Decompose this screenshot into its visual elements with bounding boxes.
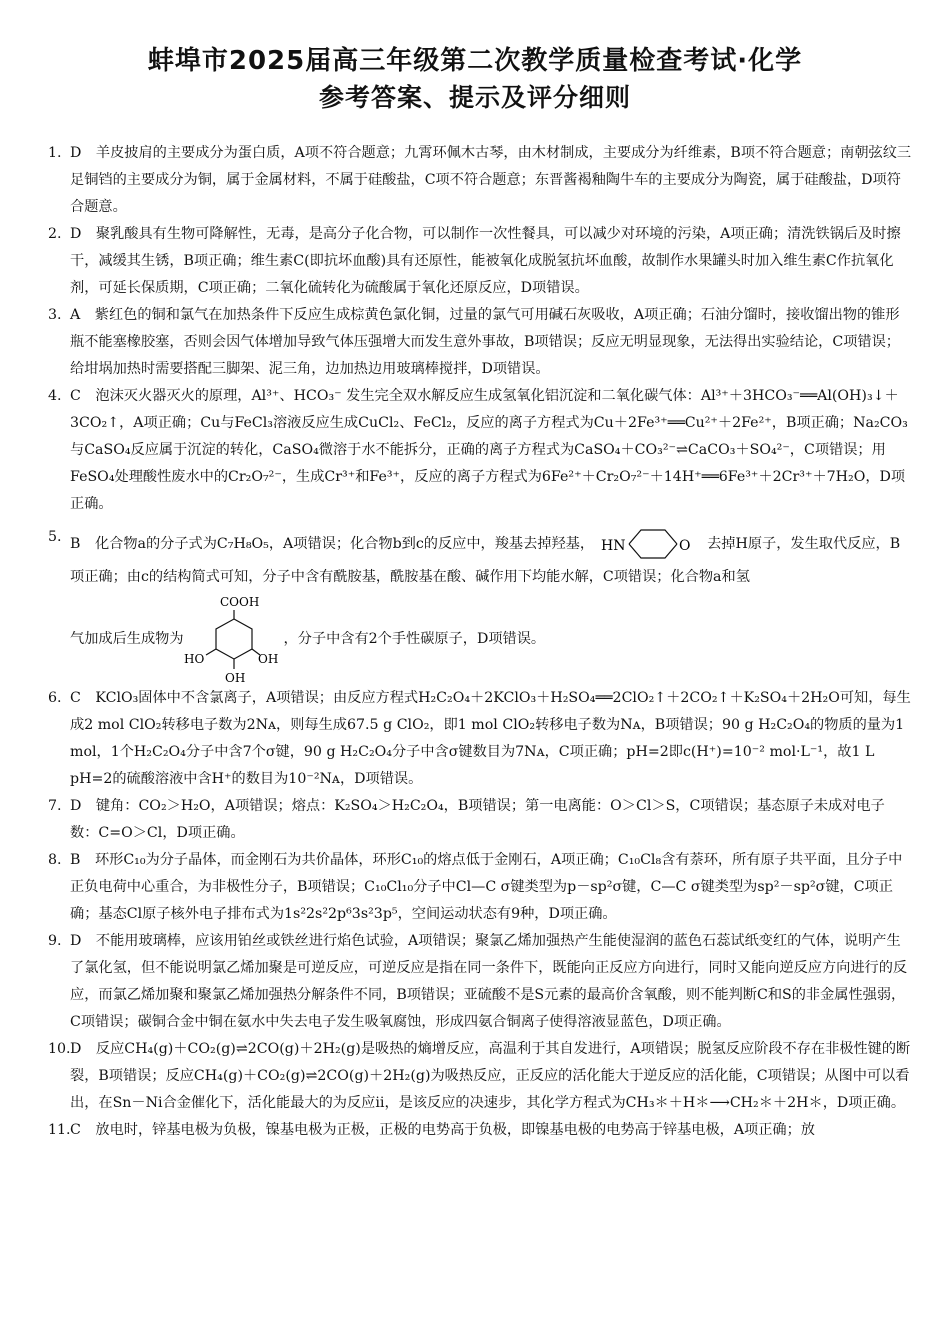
question-6	[40, 685, 912, 793]
explanation-text: 键角：CO₂＞H₂O，A项错误；熔点：K₂SO₄＞H₂C₂O₄，B项错误；第一电离能：O＞Cl＞S，C项错误；基态原子未成对电子数：C=O＞Cl，D项正确。	[70, 798, 885, 841]
answer-letter: B	[70, 536, 81, 552]
oh-bottom-label: OH	[224, 671, 245, 685]
answer-letter: C	[70, 1122, 81, 1138]
answer-letter: D	[70, 145, 82, 161]
structure-line	[70, 593, 912, 685]
explanation-text-part-a: 化合物a的分子式为C₇H₈O₅，A项错误；化合物b到c的反应中，羧基去掉羟基，	[94, 536, 595, 552]
oh-right-label: OH	[257, 652, 278, 666]
explanation-text: 环形C₁₀为分子晶体，而金刚石为共价晶体，环形C₁₀的熔点低于金刚石，A项正确；C₁₀Cl₈含有萘环，所有原子共平面，且分子中正负电荷中心重合，为非极性分子，B项错误；C₁₀Cl₁₀分子中Cl—C σ键类型为p－sp²σ键，C—C σ键类型为sp²－sp²σ键，C项正确；基态Cl原子核外电子排布式为1s²2s²2p⁶3s²3p⁵，空间运动状态有9种，D项正确。	[70, 852, 903, 922]
question-10	[40, 1036, 912, 1117]
question-number: 2.	[48, 226, 62, 242]
explanation-text: 不能用玻璃棒，应该用铂丝或铁丝进行焰色试验，A项错误；聚氯乙烯加强热产生能使湿润的蓝色石蕊试纸变红的气体，说明产生了氯化氢，但不能说明氯乙烯加聚是可逆反应，可逆反应是指在同一条件下，既能向正反应方向进行，同时又能向逆反应方向进行的反应，而氯乙烯加聚和聚氯乙烯加强热分解条件不同，B项错误；亚硫酸不是S元素的最高价含氧酸，则不能判断C和S的非金属性强弱，C项错误；碳铜合金中铜在氨水中失去电子发生吸氧腐蚀，形成四氨合铜离子使得溶液显蓝色，D项正确。	[70, 933, 908, 1030]
question-number: 7.	[48, 798, 62, 814]
explanation-text-part-b: 去掉H原子，发生取代反应，B项正确；由c的结构简式可知，分子中含有酰胺基，酰胺基在酸、碱作用下均能水解，C项错误；化合物a和氢	[70, 536, 901, 585]
explanation-text: 聚乳酸具有生物可降解性，无毒，是高分子化合物，可以制作一次性餐具，可以减少对环境的污染，A项正确；清洗铁锅后及时擦干，减缓其生锈，B项正确；维生素C(即抗坏血酸)具有还原性，能被氧化成脱氢抗坏血酸，故制作水果罐头时加入维生素C作抗氧化剂，可延长保质期，C项正确；二氧化硫转化为硫酸属于氧化还原反应，D项错误。	[70, 226, 901, 296]
question-number: 1.	[48, 145, 62, 161]
question-number: 11.	[48, 1122, 71, 1138]
answer-letter: C	[70, 690, 81, 706]
question-8	[40, 847, 912, 928]
question-number: 8.	[48, 852, 62, 868]
answer-letter: C	[70, 388, 81, 404]
question-9	[40, 928, 912, 1036]
explanation-text-part-c: 气加成后生成物为	[70, 630, 184, 647]
page-subtitle: 参考答案、提示及评分细则	[318, 83, 631, 112]
question-number: 5.	[48, 529, 62, 545]
question-number: 10.	[48, 1041, 71, 1057]
ring-n-label: HN	[600, 538, 626, 554]
question-4	[40, 383, 912, 518]
answer-letter: D	[70, 1041, 82, 1057]
explanation-text: 羊皮披肩的主要成分为蛋白质，A项不符合题意；九霄环佩木古琴，由木材制成，主要成分为纤维素，B项不符合题意；南朝弦纹三足铜铛的主要成分为铜，属于金属材料，不属于硅酸盐，C项不符合题意；东晋酱褐釉陶牛车的主要成分为陶瓷，属于硅酸盐，D项符合题意。	[70, 145, 912, 215]
answer-letter: D	[70, 798, 82, 814]
question-7	[40, 793, 912, 847]
page-title: 蚌埠市2025届高三年级第二次教学质量检查考试·化学	[147, 46, 803, 76]
question-2	[40, 221, 912, 302]
explanation-text: 反应CH₄(g)＋CO₂(g)⇌2CO(g)＋2H₂(g)是吸热的熵增反应，高温利于其自发进行，A项错误；脱氢反应阶段不存在非极性键的断裂，B项错误；反应CH₄(g)＋CO₂(g)⇌2CO(g)＋2H₂(g)为吸热反应，正反应的活化能大于逆反应的活化能，C项错误；从图中可以看出，在Sn－Ni合金催化下，活化能最大的为反应ⅱ，是该反应的决速步，其化学方程式为CH₃＊＋H＊⟶CH₂＊＋2H＊，D项正确。	[70, 1041, 911, 1111]
question-number: 9.	[48, 933, 62, 949]
answer-letter: B	[70, 852, 81, 868]
question-number: 6.	[48, 690, 62, 706]
question-1	[40, 140, 912, 221]
ring-o-label: O	[678, 538, 691, 554]
morpholine-ring-structure	[599, 524, 703, 564]
question-11	[40, 1117, 912, 1144]
question-3	[40, 302, 912, 383]
explanation-text: 泡沫灭火器灭火的原理，Al³⁺、HCO₃⁻ 发生完全双水解反应生成氢氧化铝沉淀和二氧化碳气体：Al³⁺＋3HCO₃⁻══Al(OH)₃↓＋3CO₂↑，A项正确；Cu与FeCl₃溶液反应生成CuCl₂、FeCl₂，反应的离子方程式为Cu＋2Fe³⁺══Cu²⁺＋2Fe²⁺，B项正确；Na₂CO₃与CaSO₄反应属于沉淀的转化，CaSO₄微溶于水不能拆分，正确的离子方程式为CaSO₄＋CO₃²⁻⇌CaCO₃＋SO₄²⁻，C项错误；用FeSO₄处理酸性废水中的Cr₂O₇²⁻，生成Cr³⁺和Fe³⁺，反应的离子方程式为6Fe²⁺＋Cr₂O₇²⁻＋14H⁺══6Fe³⁺＋2Cr³⁺＋7H₂O，D项正确。	[70, 388, 908, 512]
answer-letter: D	[70, 226, 82, 242]
cooh-label: COOH	[219, 595, 259, 609]
explanation-text: 紫红色的铜和氯气在加热条件下反应生成棕黄色氯化铜，过量的氯气可用碱石灰吸收，A项正确；石油分馏时，接收馏出物的锥形瓶不能塞橡胶塞，否则会因气体增加导致气体压强增大而发生意外事故，B项错误；反应无明显现象，无法得出实验结论，C项错误；给坩埚加热时需要搭配三脚架、泥三角，边加热边用玻璃棒搅拌，D项错误。	[70, 307, 900, 377]
ho-left-label: HO	[183, 652, 204, 666]
explanation-text-part-d: ，分子中含有2个手性碳原子，D项错误。	[283, 630, 546, 647]
hydrogenated-product-structure	[184, 593, 284, 685]
explanation-text: 放电时，锌基电极为负极，镍基电极为正极，正极的电势高于负极，即镍基电极的电势高于锌基电极，A项正确；放	[95, 1122, 815, 1138]
question-5	[40, 524, 912, 685]
answer-letter: A	[70, 307, 81, 323]
question-number: 4.	[48, 388, 62, 404]
answer-list	[40, 140, 912, 1144]
answer-letter: D	[70, 933, 82, 949]
explanation-text: KClO₃固体中不含氯离子，A项错误；由反应方程式H₂C₂O₄＋2KClO₃＋H₂SO₄══2ClO₂↑＋2CO₂↑＋K₂SO₄＋2H₂O可知，每生成2 mol ClO₂转移电子数为2Nᴀ，则每生成67.5 g ClO₂，即1 mol ClO₂转移电子数为Nᴀ，B项错误；90 g H₂C₂O₄的物质的量为1 mol，1个H₂C₂O₄分子中含7个σ键，90 g H₂C₂O₄分子中含σ键数目为7Nᴀ，C项正确；pH=2即c(H⁺)=10⁻² mol·L⁻¹，故1 L pH=2的硫酸溶液中含H⁺的数目为10⁻²Nᴀ，D项错误。	[70, 690, 911, 787]
question-number: 3.	[48, 307, 62, 323]
